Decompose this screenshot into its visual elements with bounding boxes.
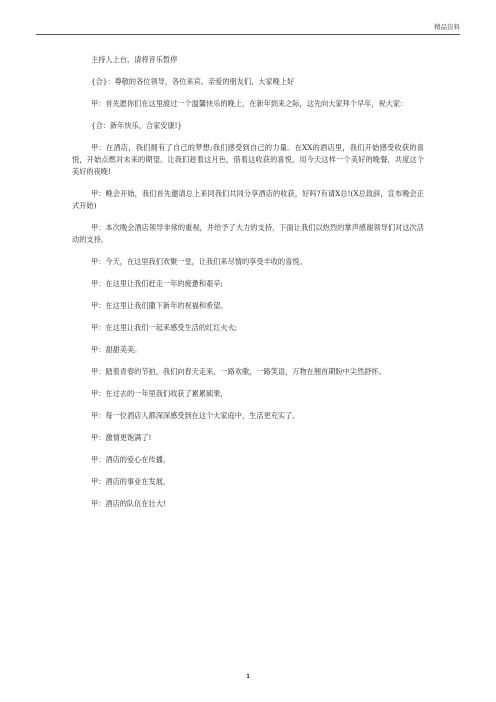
header-rule bbox=[36, 34, 460, 35]
paragraph: 甲：酒店的队伍在壮大! bbox=[91, 499, 166, 508]
paragraph: 甲：在这里让我们一起来感受生活的红红火火; bbox=[91, 323, 238, 332]
page-number: 1 bbox=[246, 673, 250, 680]
paragraph: 甲：激情更饱满了! bbox=[91, 433, 152, 442]
paragraph: 甲：晚会开始，我们首先邀请总上来同我们共同分享酒店的收获，好吗?有请X总!(X总致辞，宣布晚会正式开始) bbox=[72, 189, 424, 210]
paragraph: 甲：酒店的爱心在传播， bbox=[91, 455, 171, 464]
paragraph: 甲：每一位酒店人都深深感受到在这个大家庭中，生活更充实了。 bbox=[91, 411, 300, 420]
paragraph: 甲：在酒店，我们拥有了自己的梦想;我们感受到自己的力量。在XX的酒店里，我们开始感受收获的喜悦，开始点燃对未来的期望。让我们趁着这月色，借着这收获的喜悦，用今天这样一个美好的晚餐，共度这个美好的夜晚! bbox=[72, 143, 424, 176]
paragraph: 甲：本次晚会酒店领导非常的重视，并给予了大力的支持，下面让我们以热烈的掌声感谢领导们对这次活动的支持。 bbox=[72, 223, 424, 244]
document-body bbox=[72, 54, 424, 510]
paragraph: 甲：踏着青春的节拍，我们向春天走来，一路欢歌，一路笑语，万物在翘首期盼中尖然舒怀。 bbox=[91, 367, 386, 376]
paragraph: 甲：酒店的事业在发展， bbox=[91, 477, 171, 486]
paragraph: 甲：首先愿你们在这里渡过一个温馨快乐的晚上，在新年到来之际，这先向大家拜个早年，祝大家： bbox=[91, 99, 408, 108]
paragraph: {合：新年快乐，合家安康!} bbox=[91, 121, 183, 130]
paragraph: 甲：甜甜美美。 bbox=[91, 345, 142, 354]
paragraph: 甲：今天，在这里我们欢聚一堂，让我们来尽情的享受丰收的喜悦。 bbox=[91, 257, 307, 266]
header-label: 精品资料 bbox=[434, 23, 460, 31]
paragraph: 甲：在过去的一年里我们收获了累累硕果， bbox=[91, 389, 228, 398]
paragraph: {合}：尊敬的各位领导，各位来宾、亲爱的朋友们，大家晚上好 bbox=[91, 77, 295, 86]
paragraph: 甲：在这里让我们撒下新年的祝福和希望。 bbox=[91, 301, 228, 310]
paragraph: 甲：在这里让我们赶走一年的疲惫和艰辛; bbox=[91, 279, 223, 288]
paragraph: 主持人上台，请将音乐暂停 bbox=[91, 55, 178, 64]
